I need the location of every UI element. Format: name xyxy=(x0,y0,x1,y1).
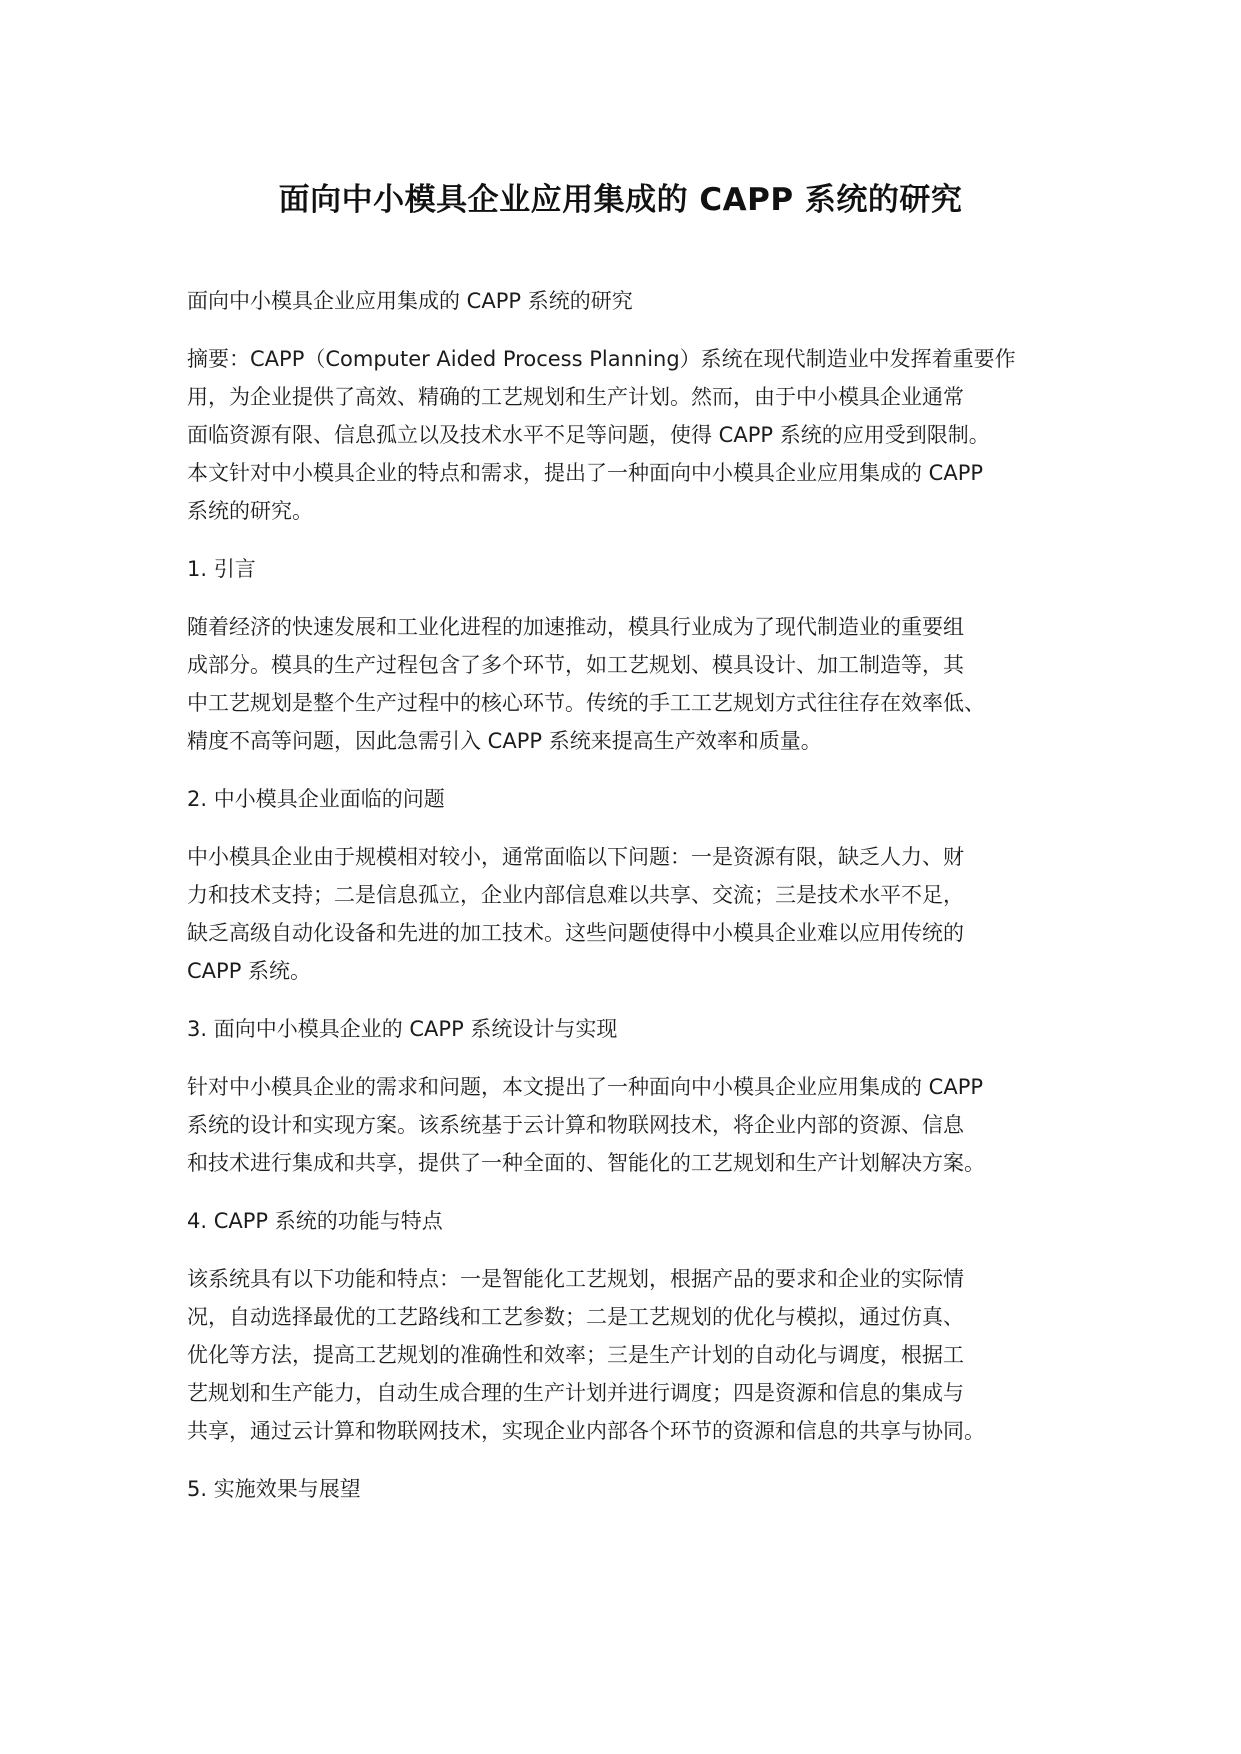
abstract-line: 面临资源有限、信息孤立以及技术水平不足等问题，使得 CAPP 系统的应用受到限制。 xyxy=(187,423,990,447)
paragraph-line: 系统的设计和实现方案。该系统基于云计算和物联网技术，将企业内部的资源、信息 xyxy=(187,1113,964,1137)
document-body xyxy=(187,282,1067,1528)
section-heading-outlook: 5. 实施效果与展望 xyxy=(187,1477,361,1501)
abstract-line: 用，为企业提供了高效、精确的工艺规划和生产计划。然而，由于中小模具企业通常 xyxy=(187,385,964,409)
section-paragraph-problems xyxy=(187,838,1067,990)
paragraph-line: 力和技术支持；二是信息孤立，企业内部信息难以共享、交流；三是技术水平不足， xyxy=(187,883,964,907)
abstract-paragraph xyxy=(187,340,1067,530)
section-heading-introduction: 1. 引言 xyxy=(187,557,256,581)
section-paragraph-introduction xyxy=(187,608,1067,760)
paragraph-line: CAPP 系统。 xyxy=(187,959,312,983)
paragraph-line: 况，自动选择最优的工艺路线和工艺参数；二是工艺规划的优化与模拟，通过仿真、 xyxy=(187,1305,964,1329)
abstract-line: 摘要：CAPP（Computer Aided Process Planning）系统在现代制造业中发挥着重要作 xyxy=(187,347,1016,371)
paragraph-line: 共享，通过云计算和物联网技术，实现企业内部各个环节的资源和信息的共享与协同。 xyxy=(187,1419,985,1443)
section-heading-features: 4. CAPP 系统的功能与特点 xyxy=(187,1209,443,1233)
section-heading-design: 3. 面向中小模具企业的 CAPP 系统设计与实现 xyxy=(187,1017,618,1041)
paragraph-line: 和技术进行集成和共享，提供了一种全面的、智能化的工艺规划和生产计划解决方案。 xyxy=(187,1151,985,1175)
paragraph-line: 精度不高等问题，因此急需引入 CAPP 系统来提高生产效率和质量。 xyxy=(187,729,822,753)
section-paragraph-features xyxy=(187,1260,1067,1450)
paragraph-line: 该系统具有以下功能和特点：一是智能化工艺规划，根据产品的要求和企业的实际情 xyxy=(187,1267,964,1291)
paragraph-line: 优化等方法，提高工艺规划的准确性和效率；三是生产计划的自动化与调度，根据工 xyxy=(187,1343,964,1367)
paragraph-line: 成部分。模具的生产过程包含了多个环节，如工艺规划、模具设计、加工制造等，其 xyxy=(187,653,964,677)
paragraph-line: 针对中小模具企业的需求和问题，本文提出了一种面向中小模具企业应用集成的 CAPP xyxy=(187,1075,984,1099)
paragraph-line: 缺乏高级自动化设备和先进的加工技术。这些问题使得中小模具企业难以应用传统的 xyxy=(187,921,964,945)
abstract-line: 系统的研究。 xyxy=(187,499,313,523)
abstract-line: 本文针对中小模具企业的特点和需求，提出了一种面向中小模具企业应用集成的 CAPP xyxy=(187,461,984,485)
document-title: 面向中小模具企业应用集成的 CAPP 系统的研究 xyxy=(278,182,963,218)
paragraph-line: 随着经济的快速发展和工业化进程的加速推动，模具行业成为了现代制造业的重要组 xyxy=(187,615,964,639)
paragraph-line: 中工艺规划是整个生产过程中的核心环节。传统的手工工艺规划方式往往存在效率低、 xyxy=(187,691,985,715)
paragraph-line: 艺规划和生产能力，自动生成合理的生产计划并进行调度；四是资源和信息的集成与 xyxy=(187,1381,964,1405)
document-subtitle: 面向中小模具企业应用集成的 CAPP 系统的研究 xyxy=(187,289,633,313)
paragraph-line: 中小模具企业由于规模相对较小，通常面临以下问题：一是资源有限，缺乏人力、财 xyxy=(187,845,964,869)
section-paragraph-design xyxy=(187,1068,1067,1182)
section-heading-problems: 2. 中小模具企业面临的问题 xyxy=(187,787,445,811)
